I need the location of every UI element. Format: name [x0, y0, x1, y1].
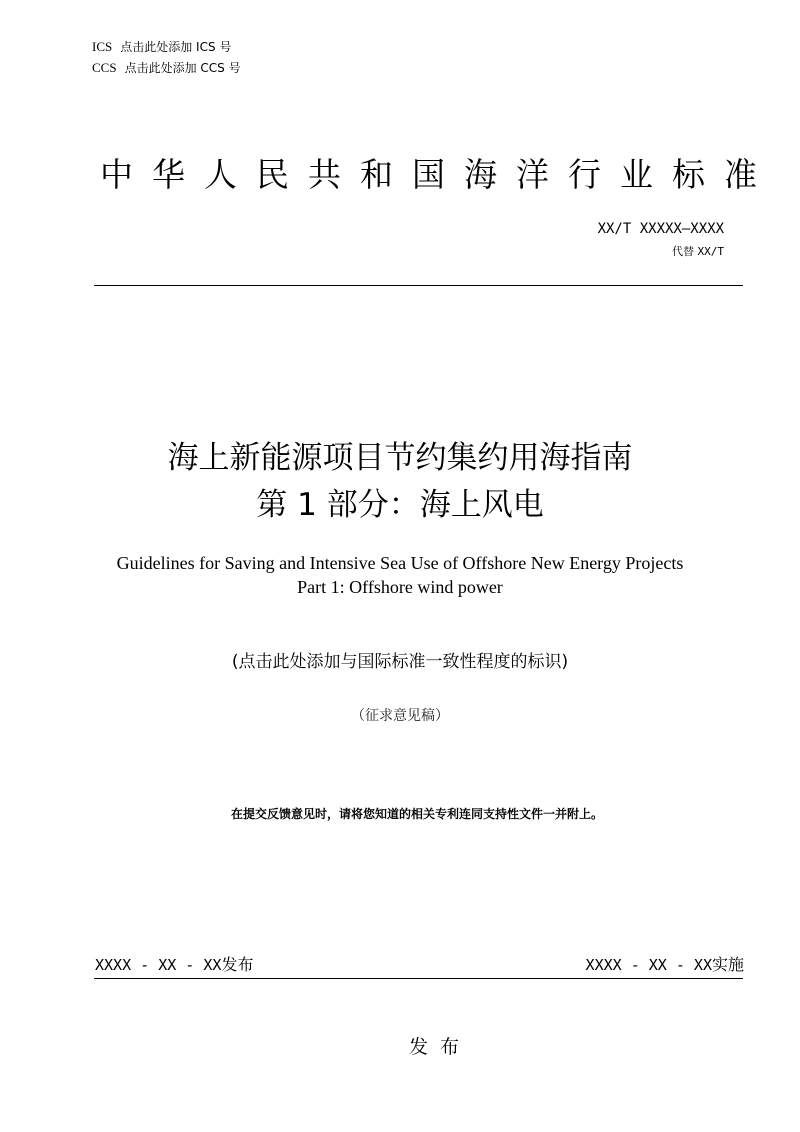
- chinese-title-line-1: 海上新能源项目节约集约用海指南: [167, 440, 633, 476]
- header-divider: [94, 285, 743, 286]
- ccs-label: CCS: [92, 60, 117, 75]
- issue-label: 发布: [221, 955, 254, 974]
- ccs-placeholder[interactable]: 点击此处添加 CCS 号: [124, 61, 241, 75]
- ccs-line: [92, 61, 241, 75]
- industry-standard-title: 中华人民共和国海洋行业标准: [100, 155, 776, 194]
- english-title-line-2: Part 1: Offshore wind power: [297, 577, 503, 597]
- patent-notice: 在提交反馈意见时，请将您知道的相关专利连同支持性文件一并附上。: [230, 807, 603, 821]
- implementation-date: XXXX - XX - XX: [585, 956, 712, 974]
- english-title-line-1: Guidelines for Saving and Intensive Sea Use of Offshore New Energy Projects: [116, 553, 684, 573]
- ics-placeholder[interactable]: 点击此处添加 ICS 号: [120, 40, 232, 54]
- ics-label: ICS: [92, 39, 113, 54]
- issue-date-line: [95, 955, 253, 975]
- implementation-label: 实施: [711, 955, 744, 974]
- consistency-placeholder[interactable]: (点击此处添加与国际标准一致性程度的标识): [231, 652, 569, 672]
- footer-divider: [94, 978, 743, 979]
- replaces-number: XX/T: [697, 245, 724, 258]
- issue-date: XXXX - XX - XX: [95, 956, 222, 974]
- replaces-line: [672, 245, 724, 259]
- implementation-date-line: [586, 955, 744, 975]
- publisher-label: 发布: [408, 1036, 471, 1058]
- ics-line: [92, 40, 231, 54]
- chinese-title-line-2: 第 1 部分：海上风电: [256, 487, 544, 523]
- standard-number: XX/T XXXXX—XXXX: [597, 221, 724, 237]
- replaces-prefix: 代替: [672, 245, 694, 258]
- draft-status-label: （征求意见稿）: [351, 708, 449, 724]
